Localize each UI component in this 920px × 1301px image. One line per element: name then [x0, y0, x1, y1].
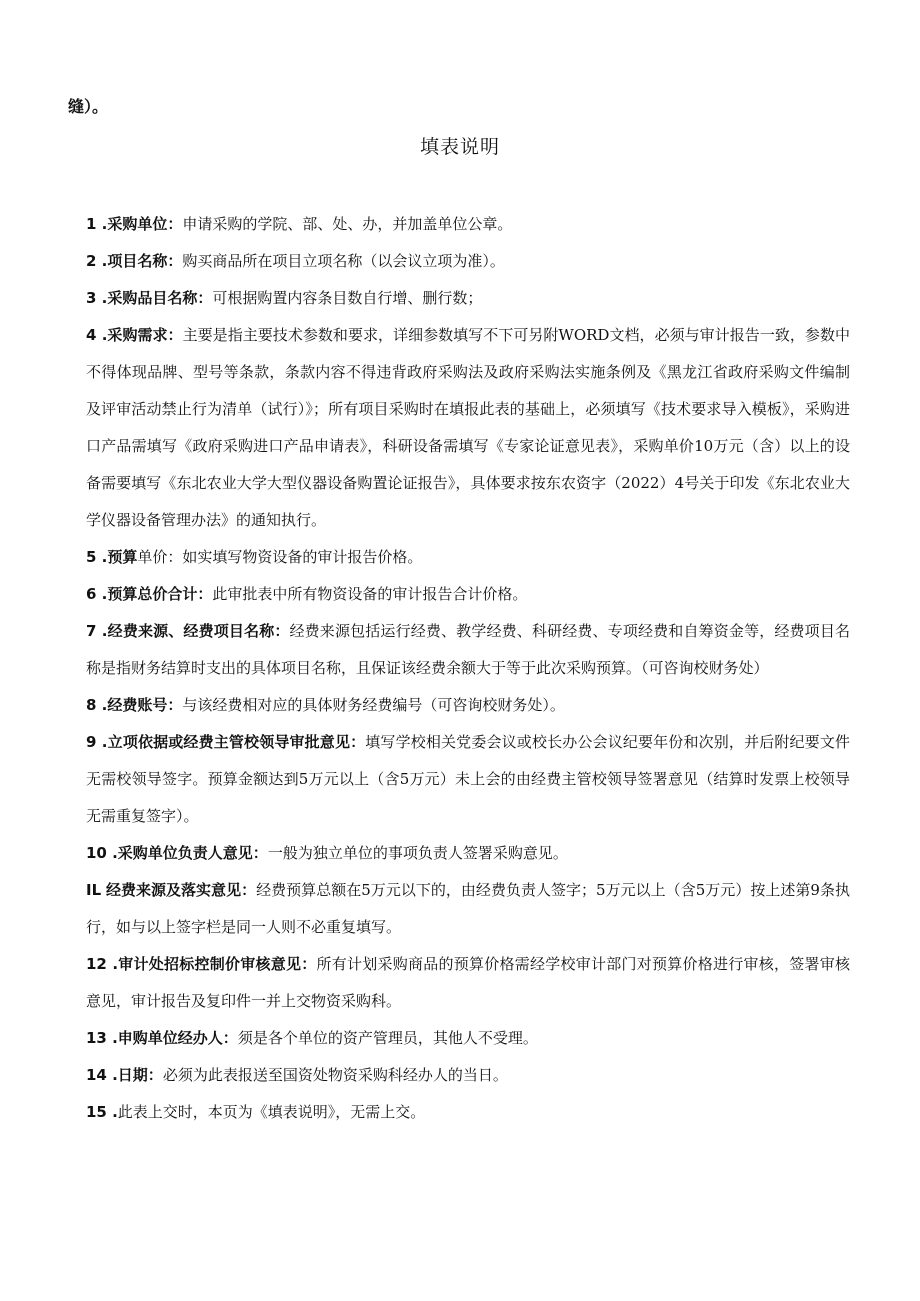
item-number: 4 . — [86, 326, 108, 344]
instruction-item — [86, 872, 850, 946]
item-text: 主要是指主要技术参数和要求，详细参数填写不下可另附WORD文档，必须与审计报告一致，参数中不得体现品牌、型号等条款，条款内容不得违背政府采购法及政府采购法实施条例及《黑龙江省政府采购文件编制及评审活动禁止行为清单（试行）》；所有项目采购时在填报此表的基础上，必须填写《技术要求导入模板》，采购进口产品需填写《政府采购进口产品申请表》，科研设备需填写《专家论证意见表》，采购单价10万元（含）以上的设备需要填写《东北农业大学大型仪器设备购置论证报告》，具体要求按东农资字（2022）4号关于印发《东北农业大学仪器设备管理办法》的通知执行。 — [86, 326, 850, 529]
item-label: 采购需求： — [107, 326, 183, 344]
item-number: 1 . — [86, 215, 108, 233]
item-text: 与该经费相对应的具体财务经费编号（可咨询校财务处）。 — [182, 696, 565, 714]
item-text: 经费预算总额在5万元以下的，由经费负责人签字；5万元以上（含5万元）按上述第9条执行，如与以上签字栏是同一人则不必重复填写。 — [86, 881, 850, 936]
item-text: 所有计划采购商品的预算价格需经学校审计部门对预算价格进行审核，签署审核意见，审计报告及复印件一并上交物资采购科。 — [86, 955, 850, 1010]
item-label: 采购单位负责人意见： — [117, 844, 268, 862]
item-label: 经费账号： — [107, 696, 183, 714]
item-text: 经费来源包括运行经费、教学经费、科研经费、专项经费和自筹资金等，经费项目名称是指财务结算时支出的具体项目名称，且保证该经费余额大于等于此次采购预算。（可咨询校财务处） — [86, 622, 850, 677]
instruction-item — [86, 539, 850, 576]
item-label: 采购品目名称： — [107, 289, 213, 307]
instruction-item — [86, 243, 850, 280]
instruction-item — [86, 1057, 850, 1094]
previous-page-fragment: 缝）。 — [68, 97, 109, 116]
instruction-item — [86, 1094, 850, 1131]
instruction-item — [86, 613, 850, 687]
instruction-item — [86, 206, 850, 243]
item-label: 审计处招标控制价审核意见： — [118, 955, 317, 973]
instruction-item — [86, 687, 850, 724]
item-number: 3 . — [86, 289, 108, 307]
item-number: 12 . — [86, 955, 119, 973]
item-label: 项目名称： — [107, 252, 183, 270]
item-text: 购买商品所在项目立项名称（以会议立项为准）。 — [182, 252, 505, 270]
item-number: 15 . — [86, 1103, 118, 1121]
item-number: 6 . — [86, 585, 108, 603]
instruction-list — [86, 206, 850, 1131]
instruction-item — [86, 835, 850, 872]
item-number: 7 . — [86, 622, 108, 640]
item-number: 9 . — [86, 733, 108, 751]
item-number: 10 . — [86, 844, 118, 862]
item-label: 经费来源、经费项目名称： — [107, 622, 290, 640]
instruction-item — [86, 576, 850, 613]
item-label: 经费来源及落实意见： — [105, 881, 257, 899]
item-text: 填写学校相关党委会议或校长办公会议纪要年份和次别，并后附纪要文件无需校领导签字。预算金额达到5万元以上（含5万元）未上会的由经费主管校领导签署意见（结算时发票上校领导无需重复签字）。 — [86, 733, 850, 825]
item-label: 日期： — [117, 1066, 163, 1084]
instruction-item — [86, 946, 850, 1020]
item-text: 申请采购的学院、部、处、办，并加盖单位公章。 — [182, 215, 513, 233]
instruction-item — [86, 317, 850, 539]
item-text: 可根据购置内容条目数自行增、删行数； — [212, 289, 483, 307]
item-label: 预算总价合计： — [107, 585, 213, 603]
item-text: 一般为独立单位的事项负责人签署采购意见。 — [267, 844, 568, 862]
item-label: 申购单位经办人： — [117, 1029, 238, 1047]
item-label: 采购单位： — [107, 215, 183, 233]
item-number: 8 . — [86, 696, 108, 714]
item-number: 13 . — [86, 1029, 118, 1047]
instruction-item — [86, 724, 850, 835]
item-text: 此表上交时，本页为《填表说明》，无需上交。 — [117, 1103, 426, 1121]
item-number: 14 . — [86, 1066, 118, 1084]
item-label: 立项依据或经费主管校领导审批意见： — [107, 733, 366, 751]
item-text: 须是各个单位的资产管理员，其他人不受理。 — [237, 1029, 538, 1047]
item-text: 必须为此表报送至国资处物资采购科经办人的当日。 — [162, 1066, 508, 1084]
item-number: 5 . — [86, 548, 108, 566]
item-text: 此审批表中所有物资设备的审计报告合计价格。 — [212, 585, 528, 603]
instruction-item — [86, 280, 850, 317]
item-label: 预算 — [107, 548, 138, 566]
item-number: 2 . — [86, 252, 108, 270]
item-text: 单价：如实填写物资设备的审计报告价格。 — [137, 548, 423, 566]
item-number: IL — [86, 881, 102, 899]
page-title: 填表说明 — [419, 136, 500, 158]
instruction-item — [86, 1020, 850, 1057]
